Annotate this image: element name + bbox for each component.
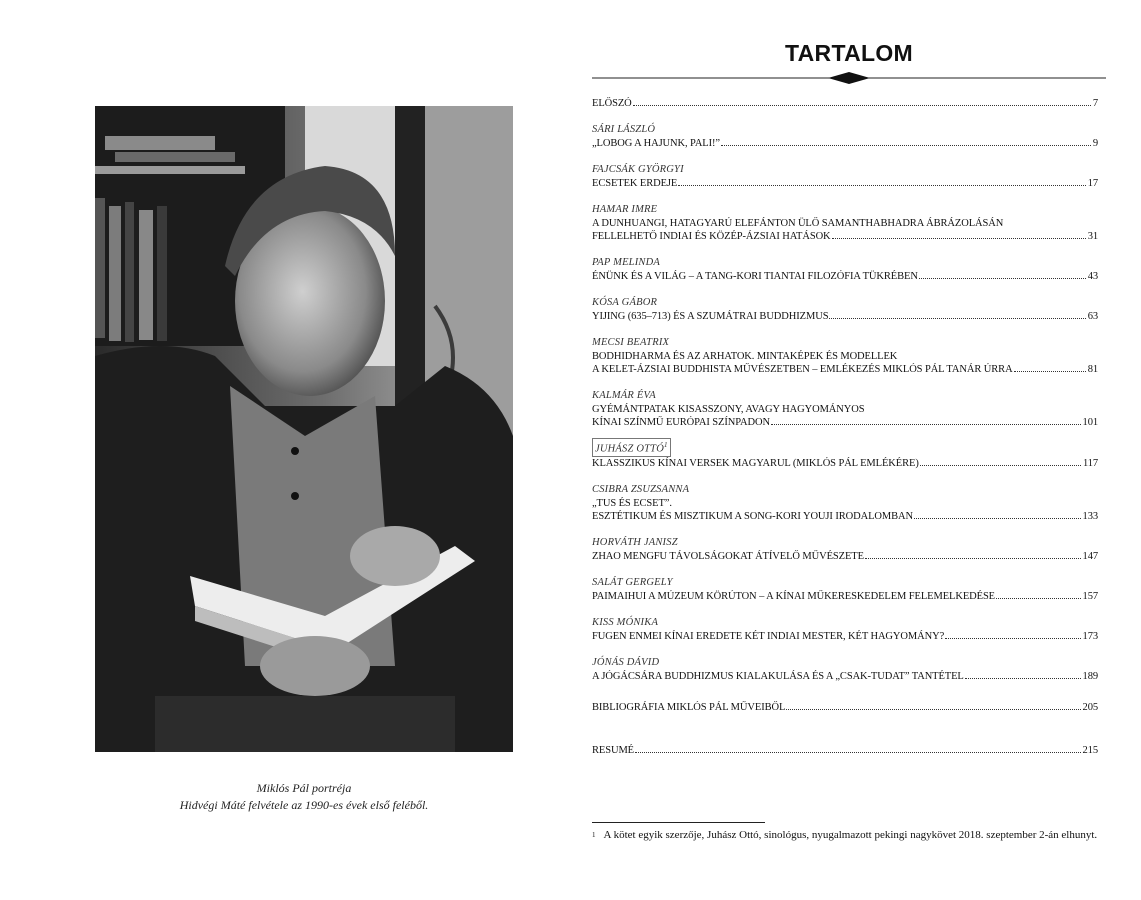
toc-entry <box>592 479 1098 523</box>
toc-title-line <box>592 363 1098 376</box>
footnote <box>592 828 1112 842</box>
toc-entry <box>592 292 1098 323</box>
toc-title-line <box>592 270 1098 283</box>
toc-title-line <box>592 630 1098 643</box>
toc-title-line <box>592 403 1098 416</box>
dot-leader <box>965 678 1081 679</box>
dot-leader <box>786 709 1080 710</box>
toc-title-line <box>592 670 1098 683</box>
toc-title-text: YIJING (635–713) ÉS A SZUMÁTRAI BUDDHIZMUS <box>592 311 829 322</box>
toc-entry <box>592 332 1098 376</box>
dot-leader <box>633 105 1091 106</box>
toc-title-line <box>592 744 1098 757</box>
toc-title-text: FELLELHETŐ INDIAI ÉS KÖZÉP-ÁZSIAI HATÁSOK <box>592 231 831 242</box>
dot-leader <box>829 318 1085 319</box>
toc-page-number: 17 <box>1087 178 1098 189</box>
toc-author-name: JÓNÁS DÁVID <box>592 656 660 668</box>
dot-leader <box>914 518 1081 519</box>
toc-author-name: MECSI BEATRIX <box>592 337 670 348</box>
toc-author <box>592 124 655 135</box>
toc-title-text: GYÉMÁNTPATAK KISASSZONY, AVAGY HAGYOMÁNYOS <box>592 404 865 415</box>
table-of-contents <box>592 97 1098 766</box>
caption-line-1: Miklós Pál portréja <box>256 781 352 795</box>
toc-entry <box>592 119 1098 150</box>
toc-author-name: HAMAR IMRE <box>592 204 658 215</box>
toc-title-line <box>592 497 1098 510</box>
dot-leader <box>721 145 1091 146</box>
toc-author <box>592 337 669 348</box>
footnote-mark: 1 <box>592 831 596 839</box>
dot-leader <box>865 558 1081 559</box>
toc-page-number: 9 <box>1092 138 1098 149</box>
toc-author <box>592 484 689 495</box>
title-ornament-rule <box>592 70 1106 88</box>
toc-title-text: KLASSZIKUS KÍNAI VERSEK MAGYARUL (MIKLÓS PÁL EMLÉKÉRE) <box>592 457 919 469</box>
toc-title-text: KÍNAI SZÍNMŰ EURÓPAI SZÍNPADON <box>592 417 770 428</box>
toc-title-text: BIBLIOGRÁFIA MIKLÓS PÁL MŰVEIBŐL <box>592 701 786 713</box>
toc-author <box>592 438 671 457</box>
toc-entry <box>592 199 1098 243</box>
toc-title-text: RESUMÉ <box>592 744 634 756</box>
toc-author-name: KALMÁR ÉVA <box>592 390 656 401</box>
toc-author <box>592 537 678 548</box>
toc-title-text: ÉNÜNK ÉS A VILÁG – A TANG-KORI TIANTAI FILOZÓFIA TÜKRÉBEN <box>592 271 918 282</box>
toc-entry <box>592 97 1098 110</box>
toc-title-line <box>592 310 1098 323</box>
toc-author <box>592 297 657 308</box>
toc-title-line <box>592 416 1098 429</box>
toc-page-number: 101 <box>1082 417 1098 428</box>
toc-author-name: JUHÁSZ OTTÓ <box>595 443 664 455</box>
toc-author <box>592 257 660 268</box>
dot-leader <box>832 238 1086 239</box>
toc-entry <box>592 572 1098 603</box>
toc-author <box>592 617 658 628</box>
toc-page-number: 173 <box>1082 630 1098 642</box>
toc-entry <box>592 612 1098 643</box>
toc-title-text: ELŐSZÓ <box>592 98 632 109</box>
dot-leader <box>919 278 1086 279</box>
toc-author-name: KÓSA GÁBOR <box>592 297 658 308</box>
toc-page-number: 7 <box>1092 98 1098 109</box>
footnote-rule <box>592 822 765 823</box>
toc-page-number: 157 <box>1082 590 1098 602</box>
footnote-text: A kötet egyik szerzője, Juhász Ottó, sinológus, nyugalmazott pekingi nagykövet 2018. szeptember 2-án elhunyt. <box>603 829 1098 841</box>
toc-entry <box>592 652 1098 683</box>
toc-entry <box>592 159 1098 190</box>
toc-entry <box>592 252 1098 283</box>
toc-title-line <box>592 701 1098 714</box>
toc-title-text: A JÓGÁCSÁRA BUDDHIZMUS KIALAKULÁSA ÉS A „CSAK-TUDAT” TANTÉTEL <box>592 670 964 682</box>
toc-page-number: 133 <box>1082 510 1098 522</box>
toc-title-line <box>592 510 1098 523</box>
toc-author <box>592 577 673 588</box>
toc-title-line <box>592 217 1098 230</box>
toc-title-text: „TUS ÉS ECSET”. <box>592 497 672 509</box>
toc-page-number: 31 <box>1087 231 1098 242</box>
dot-leader <box>635 752 1081 753</box>
toc-page-number: 215 <box>1082 744 1098 756</box>
page-title: TARTALOM <box>784 40 913 66</box>
toc-title-line <box>592 97 1098 110</box>
toc-title-line <box>592 457 1098 470</box>
dot-leader <box>920 465 1081 466</box>
dot-leader <box>945 638 1080 639</box>
toc-author-name: FAJCSÁK GYÖRGYI <box>592 164 684 175</box>
photo-caption <box>95 780 513 814</box>
toc-author-name: PAP MELINDA <box>592 257 661 268</box>
dot-leader <box>1014 371 1086 372</box>
toc-author <box>592 164 684 175</box>
toc-page-number: 43 <box>1087 271 1098 282</box>
toc-title-text: ECSETEK ERDEJE <box>592 178 678 189</box>
toc-title-text: ESZTÉTIKUM ÉS MISZTIKUM A SONG-KORI YOUJI IRODALOMBAN <box>592 510 913 522</box>
toc-title-text: „LOBOG A HAJUNK, PALI!” <box>592 138 720 149</box>
toc-author-name: SÁRI LÁSZLÓ <box>592 124 656 135</box>
toc-title-text: FUGEN ENMEI KÍNAI EREDETE KÉT INDIAI MESTER, KÉT HAGYOMÁNY? <box>592 630 945 642</box>
toc-title-text: A DUNHUANGI, HATAGYARÚ ELEFÁNTON ÜLŐ SAMANTHABHADRA ÁBRÁZOLÁSÁN <box>592 218 1004 229</box>
toc-page-number: 147 <box>1082 550 1098 562</box>
footnote-reference: 1 <box>664 441 668 449</box>
portrait-illustration <box>95 106 513 752</box>
dot-leader <box>771 424 1081 425</box>
dot-leader <box>678 185 1085 186</box>
toc-title-line <box>592 230 1098 243</box>
toc-page-number: 205 <box>1082 701 1098 713</box>
toc-title-text: BODHIDHARMA ÉS AZ ARHATOK. MINTAKÉPEK ÉS MODELLEK <box>592 351 898 362</box>
toc-entry <box>592 438 1098 470</box>
toc-title-line <box>592 350 1098 363</box>
toc-page-number: 117 <box>1082 457 1098 469</box>
dot-leader <box>996 598 1081 599</box>
toc-page-number: 81 <box>1087 364 1098 375</box>
toc-author <box>592 204 657 215</box>
toc-author-name: HORVÁTH JANISZ <box>592 536 678 548</box>
toc-page-number: 189 <box>1082 670 1098 682</box>
toc-title-text: PAIMAIHUI A MÚZEUM KÖRÚTON – A KÍNAI MŰKERESKEDELEM FELEMELKEDÉSE <box>592 590 996 602</box>
portrait-photo <box>95 106 513 752</box>
toc-title-line <box>592 590 1098 603</box>
toc-entry <box>592 701 1098 714</box>
toc-author <box>592 390 656 401</box>
toc-author <box>592 657 659 668</box>
toc-title-text: A KELET-ÁZSIAI BUDDHISTA MŰVÉSZETBEN – EMLÉKEZÉS MIKLÓS PÁL TANÁR ÚRRA <box>592 364 1013 375</box>
toc-title-text: ZHAO MENGFU TÁVOLSÁGOKAT ÁTÍVELŐ MŰVÉSZETE <box>592 550 864 562</box>
toc-entry <box>592 532 1098 563</box>
toc-author-name: SALÁT GERGELY <box>592 576 673 588</box>
toc-entry <box>592 744 1098 757</box>
toc-author-name: CSIBRA ZSUZSANNA <box>592 483 690 495</box>
toc-author-name: KISS MÓNIKA <box>592 616 659 628</box>
toc-title-line <box>592 550 1098 563</box>
toc-title-line <box>592 137 1098 150</box>
toc-page-number: 63 <box>1087 311 1098 322</box>
caption-line-2: Hidvégi Máté felvétele az 1990-es évek első feléből. <box>179 798 429 812</box>
toc-entry <box>592 385 1098 429</box>
toc-title-line <box>592 177 1098 190</box>
